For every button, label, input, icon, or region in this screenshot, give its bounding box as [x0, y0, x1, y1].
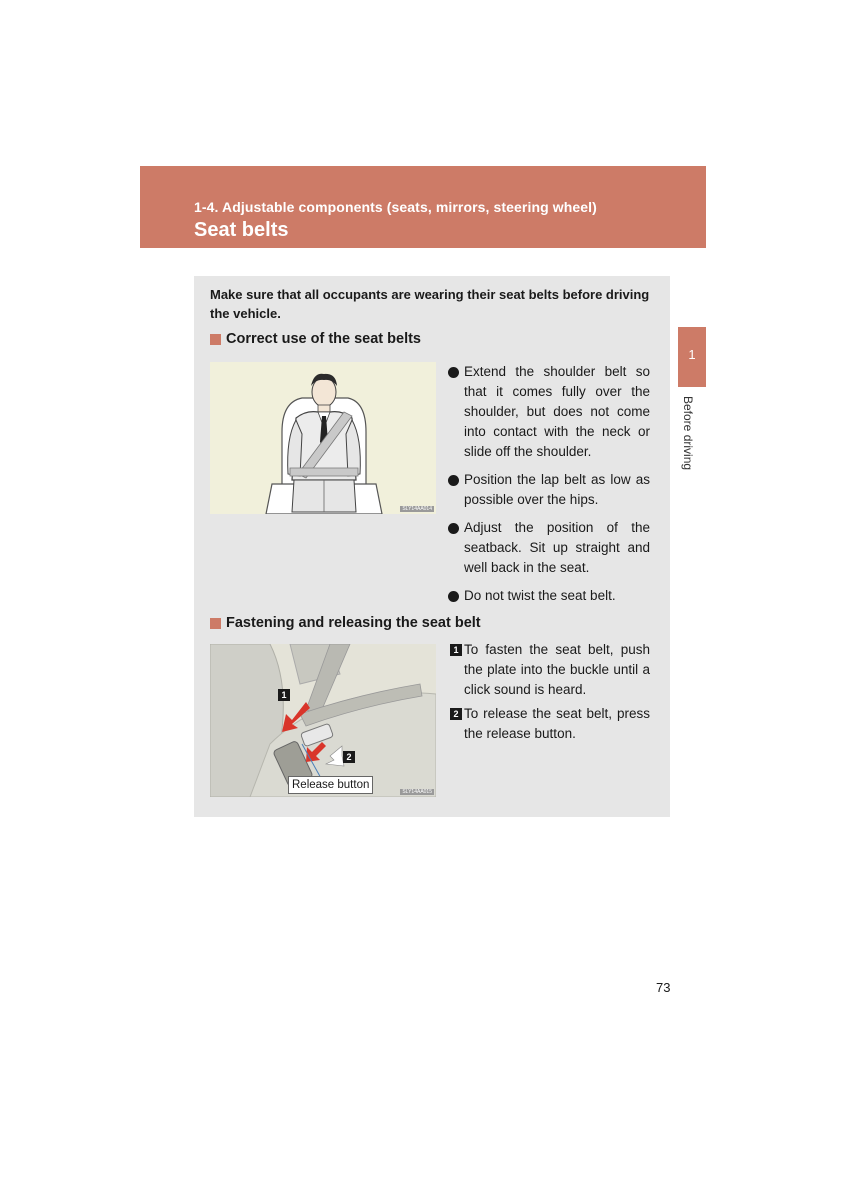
- bullet-icon: [448, 591, 459, 602]
- chapter-tab: [678, 327, 706, 387]
- fastening-heading: [210, 615, 481, 631]
- buckle-illustration: [210, 644, 436, 797]
- step-number-icon: 2: [450, 708, 462, 720]
- page-number: 73: [656, 980, 671, 995]
- correct-use-heading-text: Correct use of the seat belts: [226, 331, 421, 347]
- bullet-text: Do not twist the seat belt.: [464, 588, 616, 603]
- buckle-drawing: [210, 644, 436, 797]
- bullet-item: [450, 470, 650, 510]
- bullet-icon: [448, 475, 459, 486]
- bullet-text: Position the lap belt as low as possible over the hips.: [464, 472, 650, 507]
- step-text: To fasten the seat belt, push the plate into the buckle until a click sound is heard.: [464, 642, 650, 697]
- heading-square-icon: [210, 334, 221, 345]
- page-title: Seat belts: [194, 219, 289, 241]
- step-2-marker-icon: 2: [343, 751, 355, 763]
- step-1-marker-icon: 1: [278, 689, 290, 701]
- fastening-heading-text: Fastening and releasing the seat belt: [226, 615, 481, 631]
- heading-square-icon: [210, 618, 221, 629]
- image-code: SLY14AA014: [402, 506, 432, 512]
- step-text: To release the seat belt, press the release button.: [464, 706, 650, 741]
- chapter-tab-number: 1: [688, 347, 696, 362]
- seated-person-drawing: [210, 362, 436, 514]
- image-code: SLY14AA015: [402, 789, 432, 795]
- bullet-item: [450, 586, 650, 606]
- bullet-item: [450, 362, 650, 462]
- bullet-icon: [448, 523, 459, 534]
- intro-text: Make sure that all occupants are wearing their seat belts before driving the vehicle.: [210, 287, 650, 321]
- bullet-text: Extend the shoulder belt so that it comes fully over the shoulder, but does not come into contact with the neck or slide off the shoulder.: [464, 364, 650, 459]
- bullet-item: [450, 518, 650, 578]
- bullet-icon: [448, 367, 459, 378]
- section-title: 1-4. Adjustable components (seats, mirrors, steering wheel): [194, 199, 597, 215]
- step-item: [450, 640, 650, 700]
- content-panel: [194, 276, 670, 817]
- release-button-callout: Release button: [288, 776, 373, 794]
- chapter-tab-label: Before driving: [681, 396, 695, 471]
- correct-use-heading: [210, 331, 421, 347]
- bullet-text: Adjust the position of the seatback. Sit up straight and well back in the seat.: [464, 520, 650, 575]
- chapter-header: [140, 166, 706, 248]
- seated-person-illustration: [210, 362, 436, 514]
- step-number-icon: 1: [450, 644, 462, 656]
- step-item: [450, 704, 650, 744]
